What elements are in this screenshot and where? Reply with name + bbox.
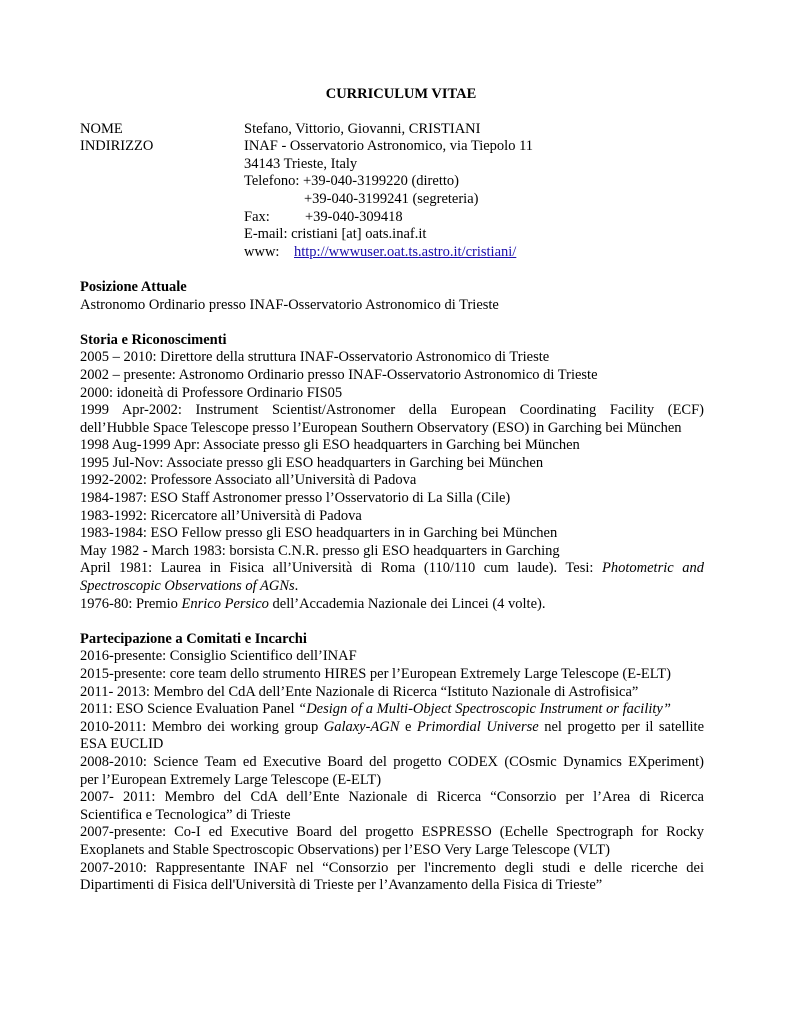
storia-entry: 1984-1987: ESO Staff Astronomer presso l’Osservatorio di La Silla (Cile) [80,490,511,507]
cv-page [80,86,704,895]
telefono-row [80,173,704,191]
euclid-suffix: nel progetto per il satellite [538,718,704,735]
comitati-entry: 2016-presente: Consiglio Scientifico dell’INAF [80,648,357,665]
euclid-entry-continued: ESA EUCLID [80,736,164,753]
fax-row [80,209,704,227]
nome-value: Stefano, Vittorio, Giovanni, CRISTIANI [244,120,481,137]
comitati-entry: 2007-presente: Co-I ed Executive Board del progetto ESPRESSO (Echelle Spectrograph for Rocky [80,824,704,841]
premio-name: Enrico Persico [181,595,269,612]
storia-entry: 1995 Jul-Nov: Associate presso gli ESO headquarters in Garching bei München [80,454,544,471]
comitati-entry: 2007-2010: Rappresentante INAF nel “Consorzio per l'incremento degli studi e delle ricerche dei [80,859,704,876]
fax-value: +39-040-309418 [305,208,403,225]
nome-row [80,121,704,139]
galaxy-agn-group: Galaxy-AGN [323,718,400,735]
laurea-entry-continued [80,578,704,596]
email-value: cristiani [at] oats.inaf.it [291,226,427,243]
indirizzo-label: INDIRIZZO [80,138,154,155]
eso-panel-entry [80,701,704,719]
storia-entry: May 1982 - March 1983: borsista C.N.R. presso gli ESO headquarters in Garching [80,542,560,559]
personal-info [80,121,704,262]
document-title: CURRICULUM VITAE [325,86,477,102]
comitati-entry: 2007- 2011: Membro del CdA dell’Ente Nazionale di Ricerca “Consorzio per l’Area di Ricerca [80,789,704,806]
posizione-text: Astronomo Ordinario presso INAF-Osservatorio Astronomico di Trieste [80,296,499,313]
telefono-label: Telefono: [244,173,300,190]
storia-entry: 1983-1984: ESO Fellow presso gli ESO headquarters in in Garching bei München [80,525,558,542]
laurea-entry [80,560,704,578]
posizione-section [80,279,704,314]
email-row [80,226,704,244]
storia-section [80,332,704,614]
premio-prefix: 1976-80: Premio [80,595,182,612]
fax-label: Fax: [244,208,270,225]
eso-panel-prefix: 2011: ESO Science Evaluation Panel [80,701,299,718]
thesis-end: . [294,578,299,595]
laurea-text: April 1981: Laurea in Fisica all’Università di Roma (110/110 cum laude). Tesi: [80,560,594,577]
posizione-heading: Posizione Attuale [80,278,187,295]
thesis-title-part-2: Spectroscopic Observations of AGNs [80,578,295,595]
storia-entry: 1992-2002: Professore Associato all’Università di Padova [80,472,417,489]
email-label: E-mail: [244,226,288,243]
storia-entry: 2002 – presente: Astronomo Ordinario presso INAF-Osservatorio Astronomico di Trieste [80,366,598,383]
comitati-entry: 2015-presente: core team dello strumento HIRES per l’European Extremely Large Telescope (E-ELT) [80,666,671,682]
website-link[interactable]: http://wwwuser.oat.ts.astro.it/cristiani/ [294,243,517,260]
storia-entry: 1983-1992: Ricercatore all’Università di Padova [80,507,362,524]
comitati-entry: 2008-2010: Science Team ed Executive Board del progetto CODEX (COsmic Dynamics EXperiment) [80,753,704,770]
eso-panel-title: “Design of a Multi-Object Spectroscopic Instrument or facility” [298,701,671,718]
www-label: www: [244,243,280,260]
nome-label: NOME [80,120,123,137]
address-line-1: INAF - Osservatorio Astronomico, via Tiepolo 11 [244,138,534,155]
telefono-value-1: +39-040-3199220 (diretto) [302,173,459,190]
storia-entry-continued: dell’Hubble Space Telescope presso l’European Southern Observatory (ESO) in Garching bei München [80,419,682,436]
storia-entry: 2005 – 2010: Direttore della struttura INAF-Osservatorio Astronomico di Trieste [80,349,550,366]
premio-entry [80,596,704,614]
comitati-entry-continued: Exoplanets and Stable Spectroscopic Observations) per l’ESO Very Large Telescope (VLT) [80,841,610,858]
premio-suffix: dell’Accademia Nazionale dei Lincei (4 volte). [268,595,546,612]
storia-entry: 1998 Aug-1999 Apr: Associate presso gli ESO headquarters in Garching bei München [80,437,580,454]
euclid-entry [80,719,704,737]
comitati-entry-continued: Scientifica e Tecnologica” di Trieste [80,806,291,823]
www-row [80,244,704,262]
comitati-entry-continued: per l’European Extremely Large Telescope (E-ELT) [80,771,382,788]
comitati-entry: 2011- 2013: Membro del CdA dell’Ente Nazionale di Ricerca “Istituto Nazionale di Astrofisica” [80,683,639,700]
storia-heading: Storia e Riconoscimenti [80,331,227,348]
thesis-title-part-1: Photometric and [602,560,704,577]
euclid-prefix: 2010-2011: Membro dei working group [80,718,324,735]
comitati-heading: Partecipazione a Comitati e Incarchi [80,630,307,647]
comitati-entry-continued: Dipartimenti di Fisica dell'Università di Trieste per l’Avanzamento della Fisica di Trieste” [80,877,603,894]
storia-entry: 2000: idoneità di Professore Ordinario FIS05 [80,384,343,401]
indirizzo-row [80,138,704,156]
telefono-value-2: +39-040-3199241 (segreteria) [304,190,479,207]
comitati-section [80,631,704,895]
address-line-2: 34143 Trieste, Italy [244,155,358,172]
storia-entry: 1999 Apr-2002: Instrument Scientist/Astronomer della European Coordinating Facility (ECF) [80,402,704,419]
primordial-universe-group: Primordial Universe [416,718,539,735]
euclid-conj: e [399,718,417,735]
